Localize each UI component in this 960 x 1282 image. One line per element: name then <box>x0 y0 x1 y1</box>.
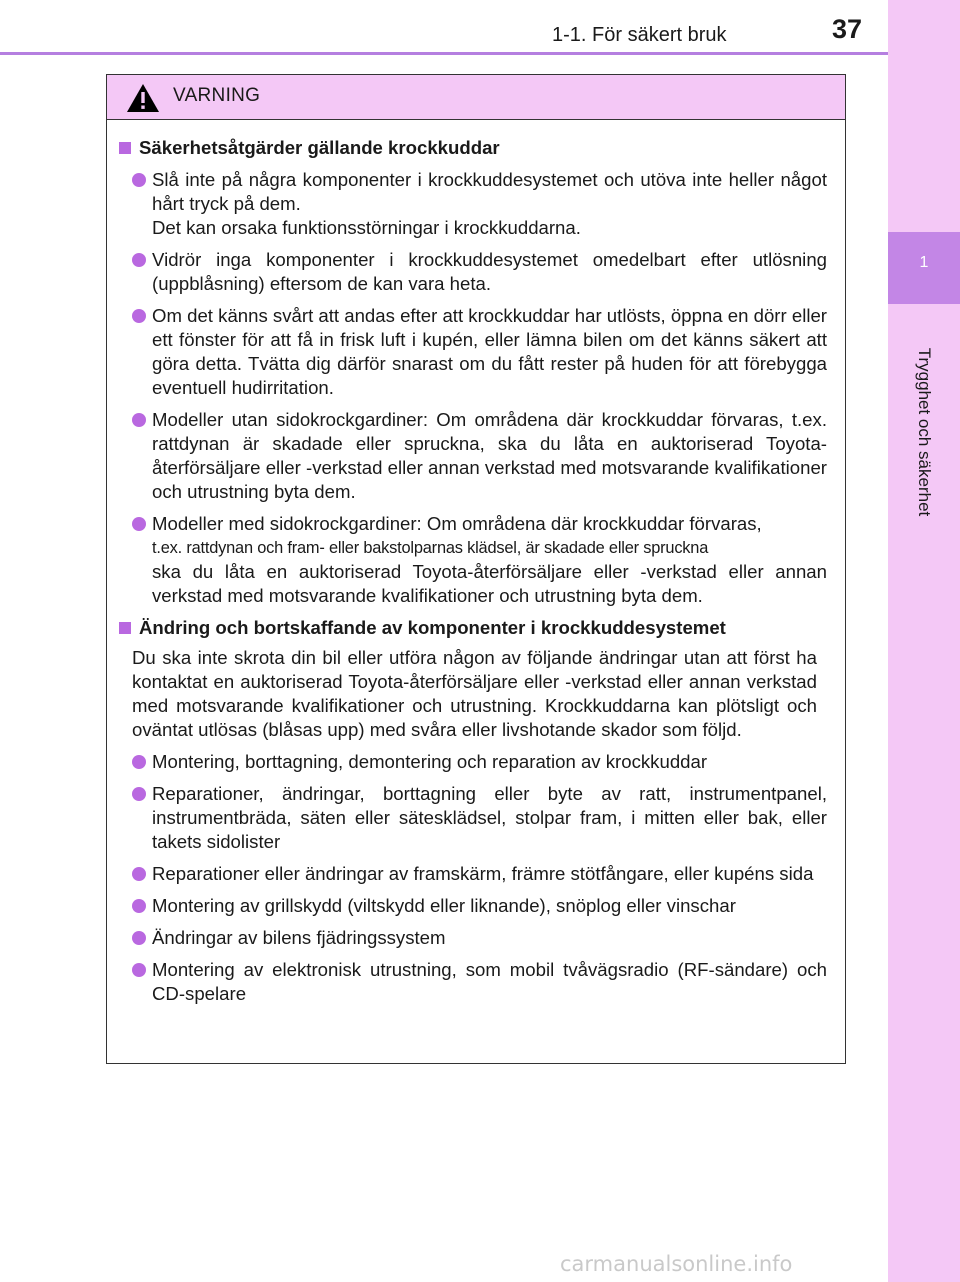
bullet-text: Montering av grillskydd (viltskydd eller liknande), snöplog eller vinschar <box>152 895 736 916</box>
bullet-text: t.ex. rattdynan och fram- eller bakstolparnas klädsel, är skadade eller spruckna <box>152 539 709 557</box>
section-heading: Ändring och bortskaffande av komponenter i krockkuddesystemet <box>117 616 835 640</box>
bullet-text: Vidrör inga komponenter i krockkuddesystemet omedelbart efter utlösning (uppblåsning) eftersom de kan vara heta. <box>152 249 827 294</box>
bullet-item <box>117 894 835 918</box>
bullet-text: Det kan orsaka funktionsstörningar i krockkuddarna. <box>152 217 581 238</box>
bullet-item <box>117 512 835 608</box>
bullet-text: Montering av elektronisk utrustning, som mobil tvåvägsradio (RF-sändare) och CD-spelare <box>152 959 827 1004</box>
watermark: carmanualsonline.info <box>560 1252 793 1276</box>
bullet-text: Om det känns svårt att andas efter att krockkuddar har utlösts, öppna en dörr eller ett fönster för att få in frisk luft i kupén, eller lämna bilen om det känns säkert att göra detta. Tvätta dig därför snarast om du fått rester på huden för att förebygga eventuell hudirritation. <box>152 305 827 398</box>
chapter-title: Trygghet och säkerhet <box>915 347 934 517</box>
chapter-number: 1 <box>919 254 929 271</box>
bullet-item <box>117 750 835 774</box>
bullet-item <box>117 248 835 296</box>
bullet-item <box>117 926 835 950</box>
section-reference: 1-1. För säkert bruk <box>552 24 727 46</box>
warning-header <box>107 75 845 120</box>
bullet-text: Ändringar av bilens fjädringssystem <box>152 927 446 948</box>
header-rule <box>0 52 888 55</box>
bullet-item <box>117 408 835 504</box>
bullet-item <box>117 168 835 240</box>
warning-triangle-icon <box>126 83 160 113</box>
bullet-text: ska du låta en auktoriserad Toyota-återförsäljare eller -verkstad eller annan verkstad med motsvarande kvalifikationer och utrustning byta dem. <box>152 561 827 606</box>
warning-title: VARNING <box>173 85 261 106</box>
bullet-item <box>117 304 835 400</box>
bullet-text: Reparationer, ändringar, borttagning eller byte av ratt, instrumentpanel, instrumentbräda, säten eller sätesklädsel, stolpar fram, i mitten eller bak, eller takets sidolister <box>152 783 827 852</box>
bullet-item <box>117 958 835 1006</box>
warning-body <box>107 120 845 1006</box>
side-band <box>888 0 960 1282</box>
bullet-text: Reparationer eller ändringar av framskärm, främre stötfångare, eller kupéns sida <box>152 863 814 884</box>
section-intro: Du ska inte skrota din bil eller utföra någon av följande ändringar utan att först ha kontaktat en auktoriserad Toyota-återförsäljare eller -verkstad eller annan verkstad med motsvarande kvalifikationer och utrustning. Krockkuddarna kan plötsligt och oväntat utlösas (blåsas upp) med svåra eller livshotande skador som följd. <box>132 647 817 740</box>
bullet-text: Modeller med sidokrockgardiner: Om områdena där krockkuddar förvaras, <box>152 513 762 534</box>
page-number: 37 <box>832 14 863 44</box>
bullet-text: Slå inte på några komponenter i krockkuddesystemet och utöva inte heller något hårt tryck på dem. <box>152 169 827 214</box>
bullet-text: Montering, borttagning, demontering och reparation av krockkuddar <box>152 751 708 772</box>
section-heading: Säkerhetsåtgärder gällande krockkuddar <box>117 136 835 160</box>
warning-box <box>106 74 846 1064</box>
bullet-text: Modeller utan sidokrockgardiner: Om områdena där krockkuddar förvaras, t.ex. rattdynan är skadade eller spruckna, ska du låta en auktoriserad Toyota-återförsäljare eller -verkstad eller annan verkstad med motsvarande kvalifikationer och utrustning byta dem. <box>152 409 827 502</box>
bullet-item <box>117 782 835 854</box>
bullet-item <box>117 862 835 886</box>
